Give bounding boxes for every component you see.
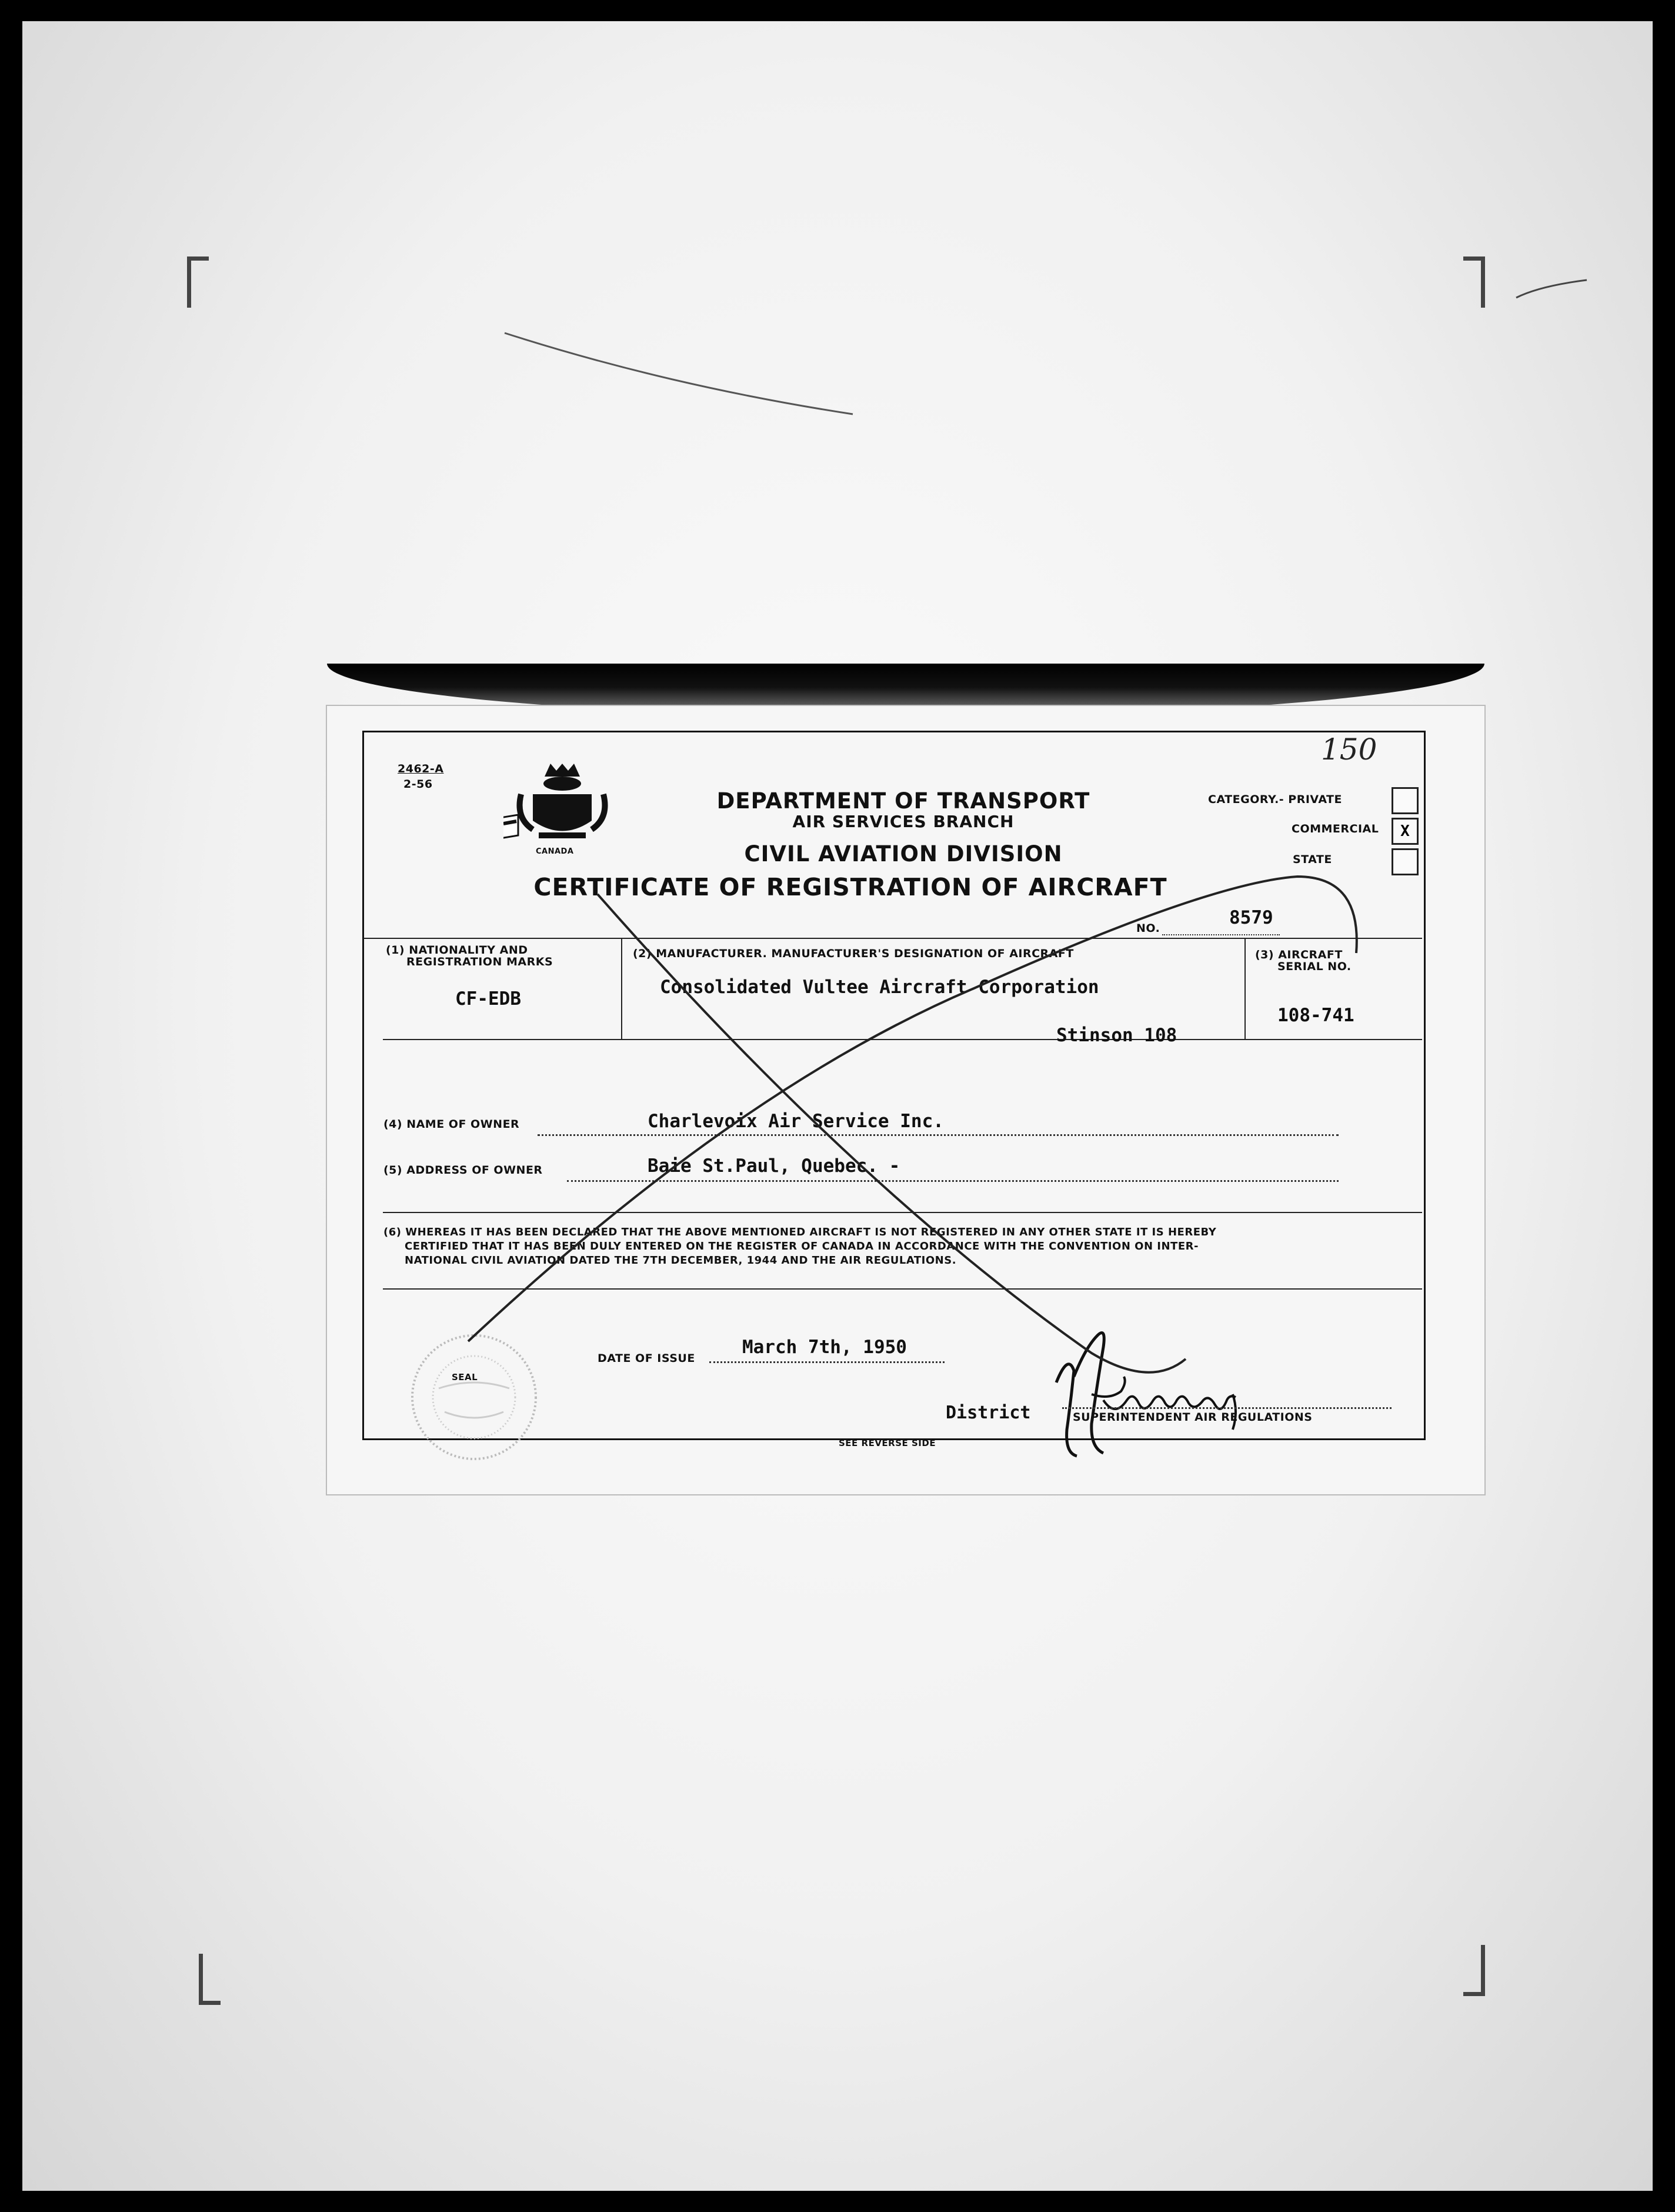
serial-label-line2: SERIAL NO. <box>1277 960 1352 973</box>
district-label: District <box>946 1403 1031 1423</box>
designation-value: Stinson 108 <box>1056 1025 1177 1046</box>
nationality-label-line2: REGISTRATION MARKS <box>406 955 553 968</box>
branch-heading: AIR SERVICES BRANCH <box>792 812 1015 831</box>
commercial-label: COMMERCIAL <box>1292 822 1379 835</box>
form-number: 2462-A <box>398 762 444 775</box>
crop-mark-bottom-left <box>199 1954 221 2005</box>
state-label: STATE <box>1293 853 1332 866</box>
seal-label: SEAL <box>452 1372 478 1382</box>
handwritten-number: 150 <box>1321 732 1377 767</box>
manufacturer-label: (2) MANUFACTURER. MANUFACTURER'S DESIGNATION OF AIRCRAFT <box>633 947 1074 960</box>
commercial-checkbox: X <box>1392 818 1419 845</box>
serial-label: (3) AIRCRAFT <box>1255 948 1343 961</box>
crop-mark-bottom-right <box>1463 1945 1485 1996</box>
registration-certificate-card <box>327 706 1484 1494</box>
serial-number: 108-741 <box>1277 1005 1354 1026</box>
see-reverse-note: SEE REVERSE SIDE <box>839 1438 936 1448</box>
declaration-line-3: NATIONAL CIVIL AVIATION DATED THE 7TH DECEMBER, 1944 AND THE AIR REGULATIONS. <box>405 1254 957 1267</box>
crest-label: CANADA <box>536 847 574 856</box>
manufacturer-value: Consolidated Vultee Aircraft Corporation <box>660 977 1099 998</box>
date-of-issue-label: DATE OF ISSUE <box>598 1352 695 1365</box>
stray-pencil-mark <box>22 21 1653 551</box>
superintendent-label: SUPERINTENDENT AIR REGULATIONS <box>1073 1411 1313 1424</box>
number-label: NO. <box>1136 922 1160 935</box>
category-private-label: CATEGORY.- PRIVATE <box>1208 793 1342 806</box>
certificate-number: 8579 <box>1229 907 1273 928</box>
form-revision: 2-56 <box>403 778 433 791</box>
cancellation-cross-mark <box>327 706 1484 1494</box>
nationality-label: (1) NATIONALITY AND <box>386 944 528 957</box>
certificate-title: CERTIFICATE OF REGISTRATION OF AIRCRAFT <box>533 873 1167 901</box>
owner-address-label: (5) ADDRESS OF OWNER <box>383 1164 543 1177</box>
owner-name-label: (4) NAME OF OWNER <box>383 1118 520 1131</box>
declaration-line-1: (6) WHEREAS IT HAS BEEN DECLARED THAT THE ABOVE MENTIONED AIRCRAFT IS NOT REGISTERED IN ANY OTHER STATE IT IS HEREBY <box>383 1226 1217 1238</box>
date-of-issue: March 7th, 1950 <box>742 1337 907 1358</box>
owner-name: Charlevoix Air Service Inc. <box>648 1111 944 1132</box>
declaration-line-2: CERTIFIED THAT IT HAS BEEN DULY ENTERED ON THE REGISTER OF CANADA IN ACCORDANCE WITH THE CONVENTION ON INTER- <box>405 1240 1199 1252</box>
department-heading: DEPARTMENT OF TRANSPORT <box>716 788 1090 814</box>
owner-address: Baie St.Paul, Quebec. - <box>648 1155 900 1177</box>
registration-marks: CF-EDB <box>455 988 521 1010</box>
division-heading: CIVIL AVIATION DIVISION <box>744 841 1063 867</box>
